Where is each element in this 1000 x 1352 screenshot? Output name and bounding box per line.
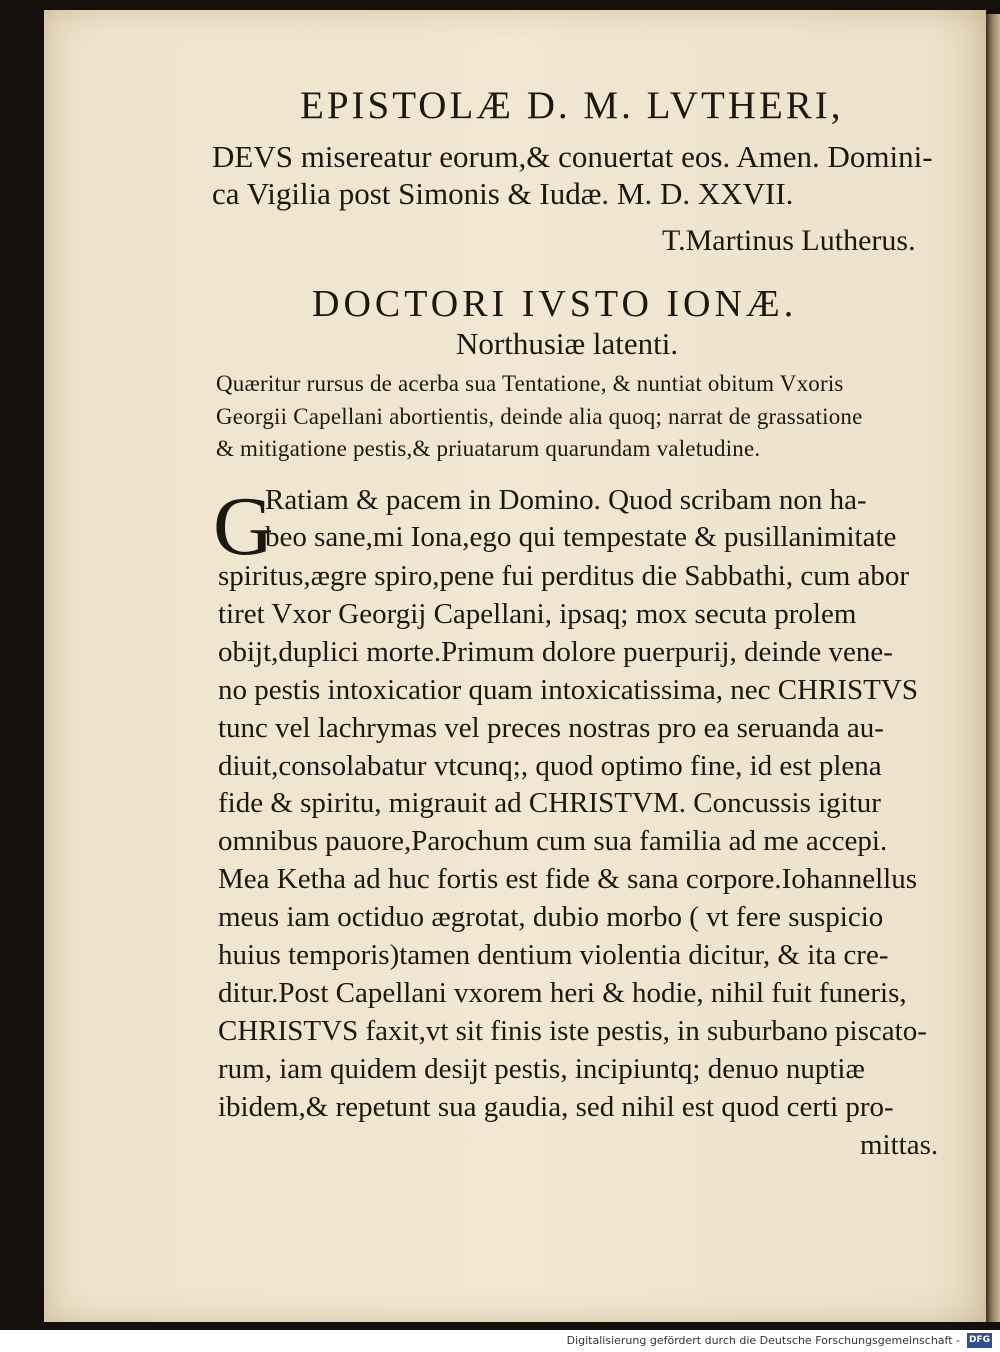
body-line: spiritus,ægre spiro,pene fui perditus die Sabbathi, cum abor	[218, 560, 910, 592]
signature: T.Martinus Lutherus.	[662, 224, 916, 257]
body-line: Ratiam & pacem in Domino. Quod scribam non ha-	[265, 484, 867, 516]
body-line: no pestis intoxicatior quam intoxicatissima, nec CHRISTVS	[218, 674, 918, 706]
body-line: rum, iam quidem desijt pestis, incipiuntq; denuo nuptiæ	[218, 1053, 865, 1085]
closing-line: ca Vigilia post Simonis & Iudæ. M. D. XXVII.	[212, 176, 794, 211]
body-line: omnibus pauore,Parochum cum sua familia ad me accepi.	[218, 825, 888, 857]
summary-line: Quæritur rursus de acerba sua Tentatione, & nuntiat obitum Vxoris	[216, 371, 844, 396]
dfg-logo: DFG	[967, 1333, 992, 1348]
body-line: ibidem,& repetunt sua gaudia, sed nihil est quod certi pro-	[218, 1091, 894, 1123]
adjacent-page-edge	[986, 14, 1000, 1322]
body-line: mittas.	[860, 1129, 939, 1161]
body-line: obijt,duplici morte.Primum dolore puerpurij, deinde vene-	[218, 636, 893, 668]
body-line: ditur.Post Capellani vxorem heri & hodie, nihil fuit funeris,	[218, 977, 907, 1009]
body-line: CHRISTVS faxit,vt sit finis iste pestis, in suburbano piscato-	[218, 1015, 927, 1047]
summary-line: & mitigatione pestis,& priuatarum quarundam valetudine.	[216, 436, 761, 461]
body-line: huius temporis)tamen dentium violentia dicitur, & ita cre-	[218, 939, 889, 971]
body-line: meus iam octiduo ægrotat, dubio morbo ( vt fere suspicio	[218, 901, 884, 933]
body-line: tunc vel lachrymas vel preces nostras pro ea seruanda au-	[218, 712, 884, 744]
drop-cap: G	[213, 480, 274, 573]
closing-line: DEVS misereatur eorum,& conuertat eos. Amen. Domini-	[212, 139, 933, 174]
digitization-credit: Digitalisierung gefördert durch die Deutsche Forschungsgemeinschaft -	[566, 1334, 960, 1347]
letter-title: DOCTORI IVSTO IONÆ.	[312, 283, 798, 325]
body-line: tiret Vxor Georgij Capellani, ipsaq; mox secuta prolem	[218, 598, 857, 630]
letter-subtitle: Northusiæ latenti.	[456, 326, 679, 361]
body-line: beo sane,mi Iona,ego qui tempestate & pusillanimitate	[265, 521, 897, 553]
body-line: Mea Ketha ad huc fortis est fide & sana corpore.Iohannellus	[218, 863, 917, 895]
running-head: EPISTOLÆ D. M. LVTHERI,	[300, 84, 844, 127]
body-line: fide & spiritu, migrauit ad CHRISTVM. Concussis igitur	[218, 787, 881, 819]
body-line: diuit,consolabatur vtcunq;, quod optimo fine, id est plena	[218, 750, 882, 782]
footer-bar	[0, 1330, 1000, 1352]
summary-line: Georgii Capellani abortientis, deinde alia quoq; narrat de grassatione	[216, 404, 863, 429]
